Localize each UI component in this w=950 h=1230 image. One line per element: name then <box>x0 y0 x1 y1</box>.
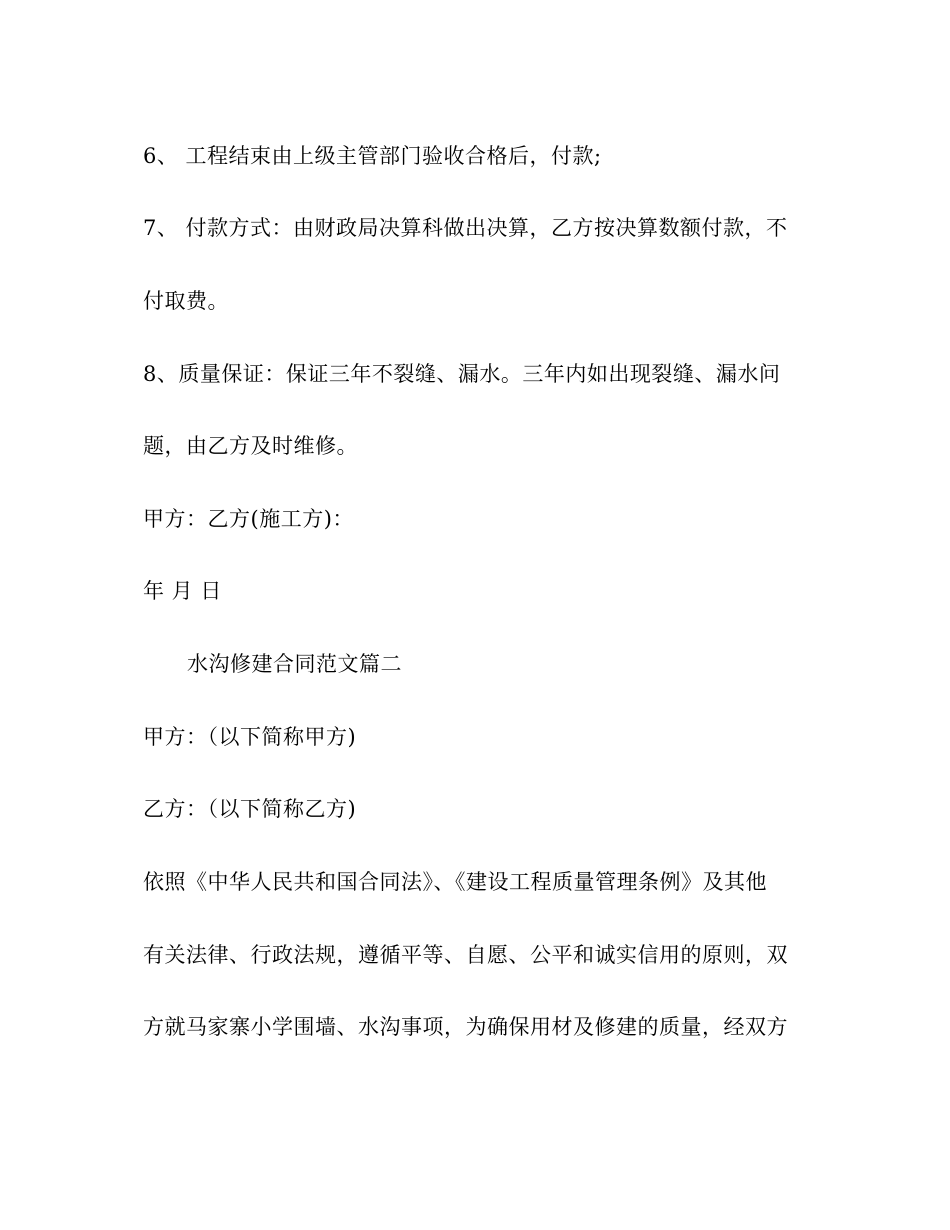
clause-8-continued: 题，由乙方及时维修。 <box>143 434 358 458</box>
clause-8: 8、质量保证：保证三年不裂缝、漏水。三年内如出现裂缝、漏水问 <box>143 362 781 386</box>
preamble-line-1: 依照《中华人民共和国合同法》、《建设工程质量管理条例》及其他 <box>143 870 767 894</box>
section-heading: 水沟修建合同范文篇二 <box>187 652 402 676</box>
preamble-line-2: 有关法律、行政法规，遵循平等、自愿、公平和诚实信用的原则，双 <box>143 943 788 967</box>
clause-7: 7、 付款方式：由财政局决算科做出决算，乙方按决算数额付款，不 <box>143 216 788 240</box>
party-b: 乙方：（以下简称乙方) <box>143 797 357 821</box>
party-a: 甲方：（以下简称甲方) <box>143 725 357 749</box>
clause-6: 6、 工程结束由上级主管部门验收合格后，付款; <box>143 144 602 168</box>
signature-parties: 甲方：乙方(施工方)： <box>143 507 354 531</box>
signature-date: 年 月 日 <box>143 579 222 603</box>
preamble-line-3: 方就马家寨小学围墙、水沟事项，为确保用材及修建的质量，经双方 <box>143 1015 788 1039</box>
clause-7-continued: 付取费。 <box>143 289 229 313</box>
